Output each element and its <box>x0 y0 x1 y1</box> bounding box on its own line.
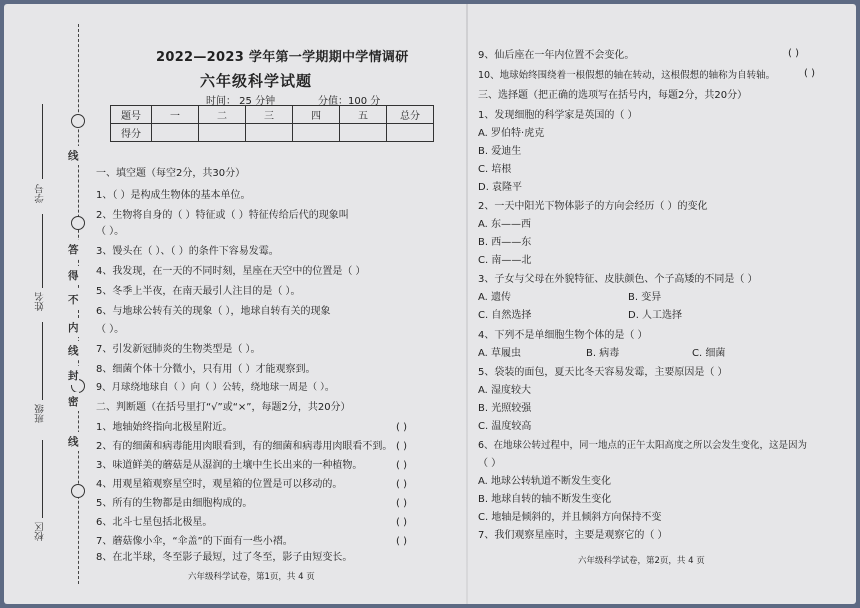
exam-subject: 六年级科学试题 <box>200 72 313 90</box>
question-line: 7、蘑菇像小伞，“伞盖”的下面有一些小褶。 <box>96 536 293 547</box>
option: A. 地球公转轨道不断发生变化 <box>478 476 612 487</box>
name-line <box>42 214 43 288</box>
option: C. 南——北 <box>478 255 532 266</box>
question-line: 6、在地球公转过程中，同一地点的正午太阳高度之所以会发生变化，这是因为 <box>478 440 808 451</box>
warning-char: 不 <box>68 290 79 309</box>
section-heading: 三、选择题（把正确的选项写在括号内，每题2分，共20分） <box>478 90 748 101</box>
score-header-cell: 二 <box>199 106 246 124</box>
option: B. 变异 <box>628 292 662 303</box>
question-line: 9、仙后座在一年内位置不会变化。 <box>478 50 635 61</box>
answer-bracket[interactable]: ( ) <box>396 536 407 547</box>
question-line: 6、北斗七星包括北极星。 <box>96 517 213 528</box>
answer-bracket[interactable]: ( ) <box>396 422 407 433</box>
page-footer: 六年级科学试卷，第2页，共 4 页 <box>578 556 705 566</box>
question-line: （ ） <box>478 458 502 469</box>
score-row-label: 得分 <box>111 124 152 142</box>
campus-label: 校区 <box>35 522 46 541</box>
question-line: 4、下列不是单细胞生物个体的是（ ） <box>478 330 648 341</box>
option: C. 温度较高 <box>478 421 532 432</box>
question-line: 4、用观星箱观察星空时，观星箱的位置是可以移动的。 <box>96 479 343 490</box>
question-line: 8、细菌个体十分微小，只有用（ ）才能观察到。 <box>96 364 316 375</box>
warning-char: 线 <box>68 341 79 360</box>
question-line: 4、我发现，在一天的不同时刻，星座在天空中的位置是（ ） <box>96 266 366 277</box>
seal-char-line: 线 <box>68 146 79 165</box>
question-line: 10、地球始终围绕着一根假想的轴在转动，这根假想的轴称为自转轴。 <box>478 70 776 81</box>
option: C. 地轴是倾斜的，并且倾斜方向保持不变 <box>478 512 662 523</box>
warning-char: 得 <box>68 266 79 285</box>
option: B. 地球自转的轴不断发生变化 <box>478 494 612 505</box>
question-line: 5、所有的生物都是由细胞构成的。 <box>96 498 253 509</box>
score-cell[interactable] <box>152 124 199 142</box>
warning-char: 内 <box>68 318 79 337</box>
fold-line <box>466 4 468 604</box>
option: D. 袁隆平 <box>478 182 523 193</box>
option: C. 培根 <box>478 164 512 175</box>
score-header-cell: 五 <box>340 106 387 124</box>
page-footer: 六年级科学试卷，第1页，共 4 页 <box>188 572 315 582</box>
option: B. 病毒 <box>586 348 620 359</box>
time-label: 时间： 25 分钟 <box>206 96 276 107</box>
question-line: 3、馒头在（ ）、（ ）的条件下容易发霉。 <box>96 246 279 257</box>
score-total-label: 分值：100 分 <box>318 96 381 107</box>
binding-hole <box>71 484 85 498</box>
binding-hole <box>71 216 85 230</box>
answer-bracket[interactable]: ( ) <box>396 517 407 528</box>
class-label: 班级 <box>35 404 46 423</box>
exam-paper <box>4 4 856 604</box>
binding-hole <box>71 114 85 128</box>
score-cell[interactable] <box>387 124 434 142</box>
option: A. 草履虫 <box>478 348 522 359</box>
option: D. 人工选择 <box>628 310 683 321</box>
question-line: 5、冬季上半夜，在南天最引人注目的是（ ）。 <box>96 286 301 297</box>
question-line: 3、味道鲜美的蘑菇是从湿润的土壤中生长出来的一种植物。 <box>96 460 363 471</box>
answer-bracket[interactable]: ( ) <box>396 460 407 471</box>
question-line: 1、发现细胞的科学家是英国的（ ） <box>478 110 638 121</box>
option: B. 爱迪生 <box>478 146 522 157</box>
warning-char: 封 <box>68 366 79 385</box>
page-1 <box>96 4 462 604</box>
option: B. 西——东 <box>478 237 532 248</box>
score-header-cell: 总分 <box>387 106 434 124</box>
option: A. 湿度较大 <box>478 385 532 396</box>
score-cell[interactable] <box>199 124 246 142</box>
section-heading: 二、判断题（在括号里打“√”或“×”，每题2分，共20分） <box>96 402 351 413</box>
question-line: 2、一天中阳光下物体影子的方向会经历（ ）的变化 <box>478 201 708 212</box>
score-header-cell: 一 <box>152 106 199 124</box>
option: A. 罗伯特·虎克 <box>478 128 545 139</box>
question-line: 5、袋装的面包，夏天比冬天容易发霉，主要原因是（ ） <box>478 367 728 378</box>
score-header-cell: 四 <box>293 106 340 124</box>
score-cell[interactable] <box>340 124 387 142</box>
question-line: 2、生物将自身的（ ）特征或（ ）特征传给后代的现象叫 <box>96 210 349 221</box>
question-line: 6、与地球公转有关的现象（ ），地球自转有关的现象 <box>96 306 331 317</box>
exam-title: 2022—2023 学年第一学期期中学情调研 <box>156 50 409 65</box>
page-2 <box>478 4 852 604</box>
option: B. 光照较强 <box>478 403 532 414</box>
question-line: 1、地轴始终指向北极星附近。 <box>96 422 233 433</box>
warning-char: 密 <box>68 392 79 411</box>
sealing-margin <box>4 4 94 604</box>
answer-bracket[interactable]: ( ) <box>396 498 407 509</box>
answer-bracket[interactable]: ( ) <box>788 48 799 59</box>
question-line: 1、（ ）是构成生物体的基本单位。 <box>96 190 251 201</box>
question-line: 3、子女与父母在外貌特征、皮肤颜色、个子高矮的不同是（ ） <box>478 274 758 285</box>
option: C. 自然选择 <box>478 310 532 321</box>
student-id-label: 学号 <box>35 184 46 203</box>
score-cell[interactable] <box>246 124 293 142</box>
question-line: 8、在北半球，冬至影子最短，过了冬至，影子由短变长。 <box>96 552 353 563</box>
question-line: 7、我们观察星座时，主要是观察它的（ ） <box>478 530 668 541</box>
campus-line <box>42 440 43 518</box>
question-line: （ ）。 <box>96 226 125 237</box>
score-header-cell: 三 <box>246 106 293 124</box>
option: A. 遗传 <box>478 292 512 303</box>
question-line: 7、引发新冠肺炎的生物类型是（ ）。 <box>96 344 261 355</box>
question-line: 2、有的细菌和病毒能用肉眼看到，有的细菌和病毒用肉眼看不到。 <box>96 441 393 452</box>
option: C. 细菌 <box>692 348 726 359</box>
answer-bracket[interactable]: ( ) <box>804 68 815 79</box>
option: A. 东——西 <box>478 219 532 230</box>
seal-char-line: 线 <box>68 432 79 451</box>
warning-char: 答 <box>68 240 79 259</box>
answer-bracket[interactable]: ( ) <box>396 441 407 452</box>
question-line: 9、月球绕地球自（ ）向（ ）公转，绕地球一周是（ ）。 <box>96 382 335 393</box>
score-header-cell: 题号 <box>111 106 152 124</box>
question-line: （ ）。 <box>96 324 125 335</box>
answer-bracket[interactable]: ( ) <box>396 479 407 490</box>
score-table <box>110 105 434 142</box>
name-label: 姓名 <box>35 292 46 311</box>
student-id-line <box>42 104 43 179</box>
score-cell[interactable] <box>293 124 340 142</box>
class-line <box>42 322 43 400</box>
section-heading: 一、填空题（每空2分，共30分） <box>96 168 246 179</box>
